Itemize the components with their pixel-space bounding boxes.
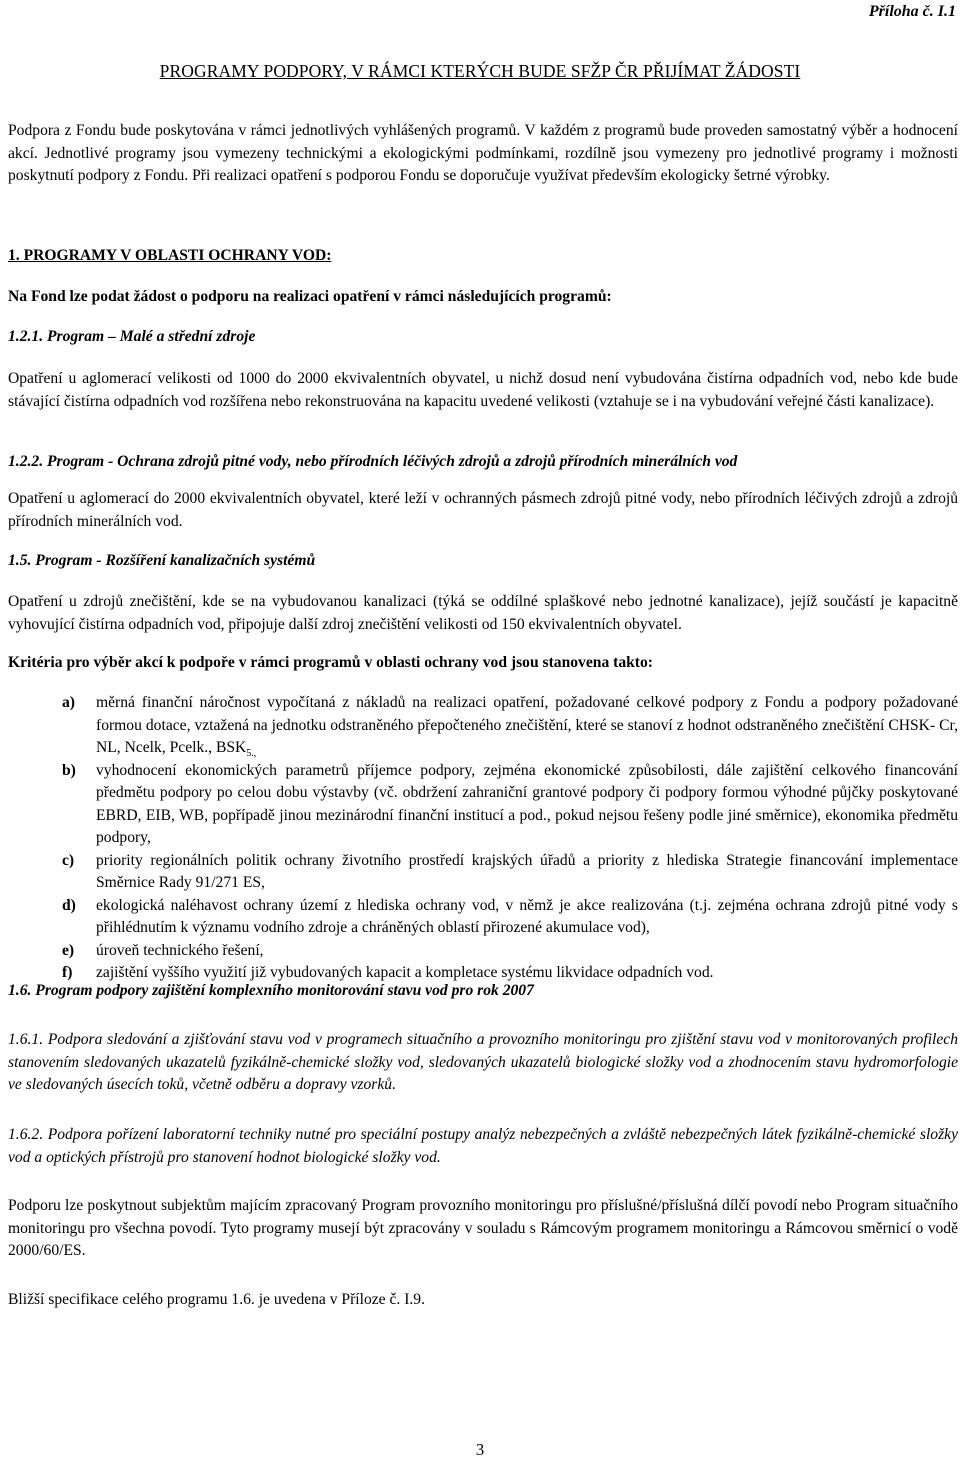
support-paragraph: Podporu lze poskytnout subjektům majícím zpracovaný Program provozního monitoringu pro příslušné/příslušná dílčí povodí nebo Program situačního monitoringu pro všechna povodí. Tyto programy musejí být zpracovány v souladu s Rámcovým programem monitoringu a Rámcovou směrnicí o vodě 2000/60/ES.: [8, 1197, 958, 1259]
program-121-number: 1.2.1. Program –: [8, 328, 116, 345]
intro-paragraph: [8, 120, 958, 188]
program-121-text: Opatření u aglomerací velikosti od 1000 do 2000 ekvivalentních obyvatel, u nichž dosud není vybudována čistírna odpadních vod, nebo kde bude stávající čistírna odpadních vod rozšířena nebo rekonstruována na kapacitu uvedené velikosti (vztahuje se i na vybudování veřejné části kanalizace).: [8, 370, 958, 410]
program-161-text: 1.6.1. Podpora sledování a zjišťování stavu vod v programech situačního a provozního monitoringu pro zjištění stavu vod v monitorovaných profilech stanovením sledovaných ukazatelů fyzikálně-chemické složky vod, sledovaných ukazatelů biologické složky vod a zhodnocením stavu hydromorfologie ve sledovaných úsecích toků, včetně odběru a dopravy vzorků.: [8, 1031, 958, 1093]
criteria-heading: Kritéria pro výběr akcí k podpoře v rámci programů v oblasti ochrany vod jsou stanovena takto:: [8, 654, 653, 671]
intro-text-2: Při realizaci opatření s podporou Fondu se doporučuje využívat především ekologicky šetrné výrobky.: [192, 167, 830, 184]
criteria-list: [8, 692, 958, 985]
specification-paragraph: Bližší specifikace celého programu 1.6. je uvedena v Příloze č. I.9.: [8, 1291, 425, 1308]
criteria-letter: d): [62, 896, 76, 914]
criteria-text: ekologická naléhavost ochrany území z hlediska ochrany vod, v němž je akce realizována (t.j. zejména ochrana zdrojů pitné vody s přihlédnutím k významu vodního zdroje a chráněných oblastí přirozené akumulace vod),: [96, 896, 958, 936]
criteria-subscript: 5.,: [246, 748, 257, 760]
program-122-text: Opatření u aglomerací do 2000 ekvivalentních obyvatel, které leží v ochranných pásmech zdrojů pitné vody, nebo přírodních léčivých zdrojů a zdrojů přírodních minerálních vod.: [8, 490, 958, 530]
criteria-item: [8, 895, 958, 940]
criteria-item: [8, 760, 958, 850]
annex-label: Příloha č. I.1: [868, 3, 956, 20]
criteria-letter: e): [62, 941, 75, 959]
criteria-letter: a): [62, 694, 75, 711]
program-15-text: Opatření u zdrojů znečištění, kde se na vybudovanou kanalizaci (týká se oddílné splaškové nebo jednotné kanalizace), jejíž součástí je kapacitně vyhovující čistírna odpadních vod, připojuje další zdroj znečištění velikosti od 150 ekvivalentních obyvatel.: [8, 593, 958, 633]
section-1-intro: Na Fond lze podat žádost o podporu na realizaci opatření v rámci následujících programů:: [8, 288, 612, 305]
criteria-item: [8, 692, 958, 760]
program-16-heading: 1.6. Program podpory zajištění komplexního monitorování stavu vod pro rok 2007: [8, 982, 534, 999]
criteria-text: zajištění vyššího využití již vybudovaných kapacit a kompletace systému likvidace odpadních vod.: [96, 964, 714, 981]
program-162-text: 1.6.2. Podpora pořízení laboratorní techniky nutné pro speciální postupy analýz nebezpečných a zvláště nebezpečných látek fyzikálně-chemické složky vod a optických přístrojů pro stanovení hodnot biologické složky vod.: [8, 1126, 958, 1166]
intro-text-1: Podpora z Fondu bude poskytována v rámci jednotlivých vyhlášených programů. V každém z programů bude proveden samostatný výběr a hodnocení akcí. Jednotlivé programy jsou vymezeny technickými a ekologickými podmínkami, rozdílně jsou vymezeny pro jednotlivé programy i možnosti poskytnutí podpory z Fondu.: [8, 122, 958, 184]
criteria-text: priority regionálních politik ochrany životního prostředí krajských úřadů a priority z hlediska Strategie financování implementace Směrnice Rady 91/271 ES,: [96, 851, 958, 891]
page-number: 3: [475, 1440, 485, 1459]
criteria-item: [8, 940, 958, 963]
page-title: PROGRAMY PODPORY, V RÁMCI KTERÝCH BUDE SFŽP ČR PŘIJÍMAT ŽÁDOSTI: [159, 61, 801, 81]
program-121-heading: [8, 326, 958, 349]
criteria-text: vyhodnocení ekonomických parametrů příjemce podpory, zejména ekonomické způsobilosti, dále zajištění celkového financování předmětu podpory po celou dobu výstavby (vč. obdržení zahraniční grantové podpory či podpory formou výhodné půjčky poskytované EBRD, EIB, WB, popřípadě jinou mezinárodní finanční institucí a pod., pokud nejsou řešeny podle jiné směrnice), ekonomika předmětu podpory,: [96, 761, 958, 846]
section-1-heading: 1. PROGRAMY V OBLASTI OCHRANY VOD:: [8, 247, 332, 264]
criteria-text: měrná finanční náročnost vypočítaná z nákladů na realizaci opatření, požadované celkové podpory z Fondu a podpory požadované formou dotace, vztažená na jednotku odstraněného přepočteného znečištění, které se stanoví z hodnot odstraněného znečištění CHSK- Cr, NL, Ncelk, Pcelk., BSK: [96, 694, 958, 756]
criteria-letter: f): [62, 964, 73, 981]
program-15-heading: 1.5. Program - Rozšíření kanalizačních systémů: [8, 552, 316, 569]
criteria-letter: c): [62, 851, 75, 869]
criteria-letter: b): [62, 761, 76, 779]
criteria-text: úroveň technického řešení,: [96, 941, 264, 959]
criteria-item: [8, 850, 958, 895]
program-122-heading: 1.2.2. Program - Ochrana zdrojů pitné vody, nebo přírodních léčivých zdrojů a zdrojů přírodních minerálních vod: [8, 453, 738, 470]
program-121-name: Malé a střední zdroje: [119, 328, 256, 345]
